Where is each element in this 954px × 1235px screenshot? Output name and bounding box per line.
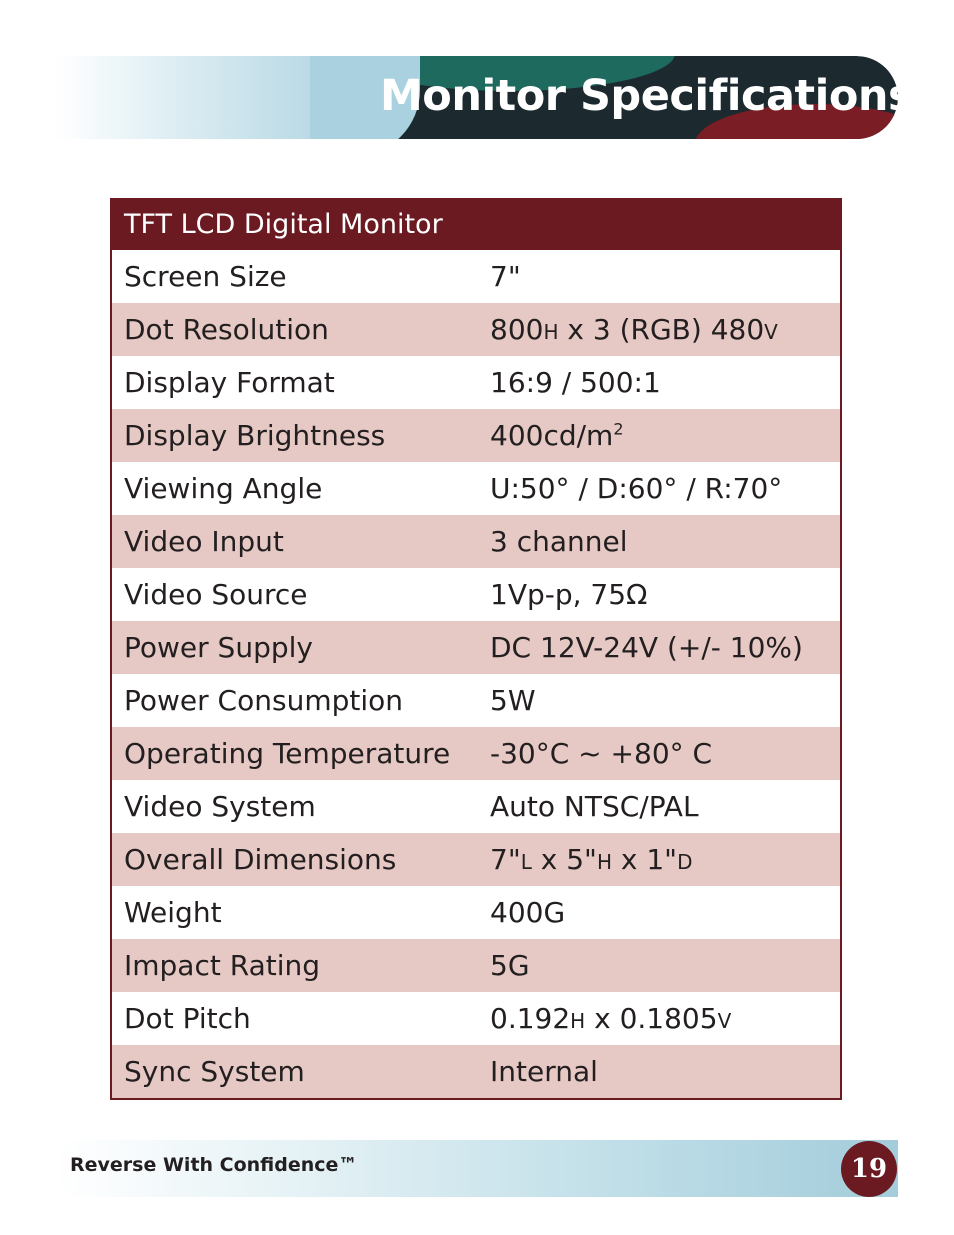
spec-label: Video Input xyxy=(124,525,284,558)
table-row xyxy=(112,833,840,886)
spec-label: Impact Rating xyxy=(124,949,321,982)
table-row xyxy=(112,409,840,462)
spec-label: Screen Size xyxy=(124,260,287,293)
spec-label: Weight xyxy=(124,896,222,929)
spec-value: 7"L x 5"H x 1"D xyxy=(490,843,693,876)
spec-table xyxy=(110,198,842,1100)
spec-label: Video System xyxy=(124,790,316,823)
spec-value: Auto NTSC/PAL xyxy=(490,790,699,823)
spec-label: Power Consumption xyxy=(124,684,404,717)
spec-value: 0.192H x 0.1805V xyxy=(490,1002,732,1035)
footer-tagline: Reverse With Confidence™ xyxy=(70,1154,358,1176)
table-row xyxy=(112,992,840,1045)
table-header: TFT LCD Digital Monitor xyxy=(112,200,840,250)
table-row xyxy=(112,621,840,674)
table-row xyxy=(112,462,840,515)
table-row xyxy=(112,356,840,409)
footer-bar xyxy=(55,1140,898,1197)
spec-value: -30°C ~ +80° C xyxy=(490,737,713,770)
table-row xyxy=(112,1045,840,1098)
spec-label: Dot Pitch xyxy=(124,1002,251,1035)
spec-label: Viewing Angle xyxy=(124,472,323,505)
spec-value: 400G xyxy=(490,896,566,929)
spec-label: Dot Resolution xyxy=(124,313,329,346)
spec-label: Power Supply xyxy=(124,631,313,664)
page-number-badge: 19 xyxy=(841,1141,897,1197)
page-title: Monitor Specifications xyxy=(380,71,914,121)
spec-value: 1Vp-p, 75Ω xyxy=(490,578,648,611)
table-row xyxy=(112,727,840,780)
spec-label: Display Format xyxy=(124,366,335,399)
spec-value: $400cd/m^2$ xyxy=(490,419,624,452)
spec-label: Video Source xyxy=(124,578,308,611)
table-row xyxy=(112,780,840,833)
spec-value: Internal xyxy=(490,1055,598,1088)
spec-label: Overall Dimensions xyxy=(124,843,397,876)
spec-value: 3 channel xyxy=(490,525,628,558)
spec-label: Operating Temperature xyxy=(124,737,451,770)
table-row xyxy=(112,303,840,356)
spec-label: Display Brightness xyxy=(124,419,386,452)
spec-value: 5G xyxy=(490,949,530,982)
table-row xyxy=(112,250,840,303)
spec-label: Sync System xyxy=(124,1055,305,1088)
spec-value: 800H x 3 (RGB) 480V xyxy=(490,313,778,346)
table-row xyxy=(112,568,840,621)
spec-value: 5W xyxy=(490,684,536,717)
spec-value: 7" xyxy=(490,260,521,293)
spec-value: 16:9 / 500:1 xyxy=(490,366,661,399)
table-row xyxy=(112,939,840,992)
table-row xyxy=(112,674,840,727)
spec-value: DC 12V-24V (+/- 10%) xyxy=(490,631,803,664)
table-row xyxy=(112,886,840,939)
spec-value: U:50° / D:60° / R:70° xyxy=(490,472,783,505)
table-row xyxy=(112,515,840,568)
